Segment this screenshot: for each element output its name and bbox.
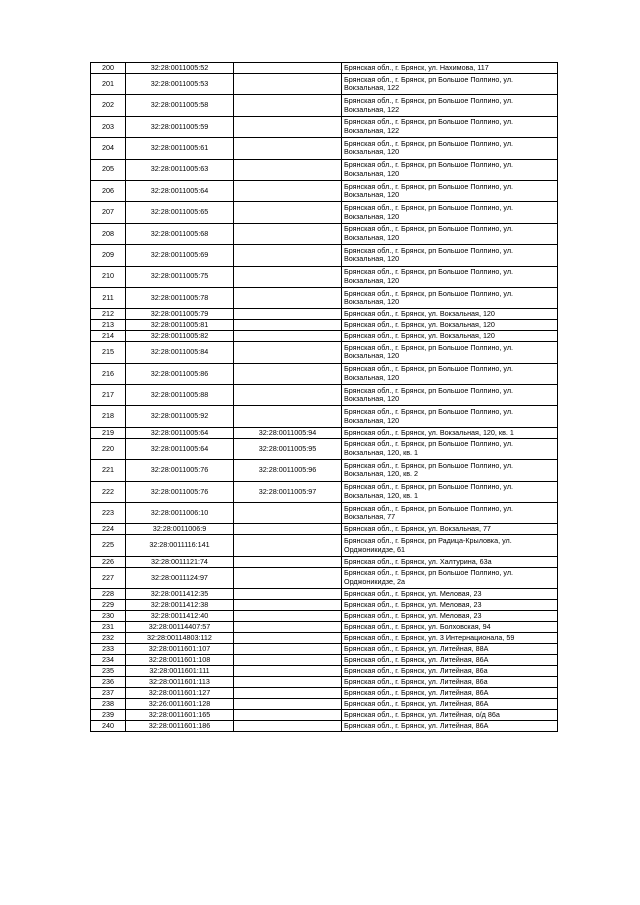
address-cell: Брянская обл., г. Брянск, рп Большое Полпино, ул. Вокзальная, 120 — [342, 245, 558, 266]
cadastral-number-cell: 32:28:0011005:75 — [126, 266, 234, 287]
cadastral-number-cell: 32:28:0011601:113 — [126, 677, 234, 688]
row-number-cell: 205 — [91, 159, 126, 180]
address-cell: Брянская обл., г. Брянск, рп Большое Полпино, ул. Вокзальная, 122 — [342, 74, 558, 95]
table-row — [91, 655, 558, 666]
row-number-cell: 233 — [91, 644, 126, 655]
cadastral-number-cell: 32:28:0011005:68 — [126, 223, 234, 244]
table-row — [91, 406, 558, 427]
secondary-cadastral-number-cell: 32:28:0011005:96 — [234, 460, 342, 481]
address-cell: Брянская обл., г. Брянск, рп Большое Полпино, ул. Вокзальная, 120 — [342, 159, 558, 180]
secondary-cadastral-number-cell — [234, 567, 342, 588]
cadastral-number-cell: 32:28:0011121:74 — [126, 556, 234, 567]
table-row — [91, 666, 558, 677]
row-number-cell: 236 — [91, 677, 126, 688]
table-body — [91, 63, 558, 732]
address-cell: Брянская обл., г. Брянск, ул. Нахимова, 117 — [342, 63, 558, 74]
table-row — [91, 363, 558, 384]
row-number-cell: 217 — [91, 385, 126, 406]
cadastral-number-cell: 32:28:0011006:10 — [126, 503, 234, 524]
row-number-cell: 239 — [91, 710, 126, 721]
secondary-cadastral-number-cell — [234, 699, 342, 710]
cadastral-number-cell: 32:28:0011601:127 — [126, 688, 234, 699]
secondary-cadastral-number-cell — [234, 223, 342, 244]
table-row — [91, 535, 558, 556]
table-row — [91, 633, 558, 644]
row-number-cell: 210 — [91, 266, 126, 287]
address-cell: Брянская обл., г. Брянск, ул. Литейная, 86а — [342, 677, 558, 688]
secondary-cadastral-number-cell — [234, 180, 342, 201]
table-row — [91, 320, 558, 331]
address-cell: Брянская обл., г. Брянск, ул. Литейная, 86А — [342, 655, 558, 666]
secondary-cadastral-number-cell — [234, 245, 342, 266]
row-number-cell: 211 — [91, 287, 126, 308]
secondary-cadastral-number-cell — [234, 611, 342, 622]
secondary-cadastral-number-cell — [234, 721, 342, 732]
table-row — [91, 611, 558, 622]
address-cell: Брянская обл., г. Брянск, ул. Вокзальная, 120 — [342, 309, 558, 320]
secondary-cadastral-number-cell — [234, 406, 342, 427]
row-number-cell: 222 — [91, 481, 126, 502]
address-cell: Брянская обл., г. Брянск, рп Большое Полпино, ул. Вокзальная, 120 — [342, 223, 558, 244]
table-row — [91, 556, 558, 567]
property-register-table — [90, 62, 558, 732]
table-row — [91, 342, 558, 363]
cadastral-number-cell: 32:28:0011005:53 — [126, 74, 234, 95]
address-cell: Брянская обл., г. Брянск, рп Большое Полпино, ул. Вокзальная, 77 — [342, 503, 558, 524]
row-number-cell: 227 — [91, 567, 126, 588]
secondary-cadastral-number-cell — [234, 666, 342, 677]
table-row — [91, 481, 558, 502]
table-row — [91, 688, 558, 699]
secondary-cadastral-number-cell — [234, 710, 342, 721]
row-number-cell: 240 — [91, 721, 126, 732]
address-cell: Брянская обл., г. Брянск, рп Большое Полпино, ул. Вокзальная, 120 — [342, 385, 558, 406]
row-number-cell: 223 — [91, 503, 126, 524]
secondary-cadastral-number-cell — [234, 622, 342, 633]
table-row — [91, 202, 558, 223]
row-number-cell: 213 — [91, 320, 126, 331]
cadastral-number-cell: 32:28:0011005:82 — [126, 331, 234, 342]
cadastral-number-cell: 32:26:0011601:128 — [126, 699, 234, 710]
cadastral-number-cell: 32:28:0011116:141 — [126, 535, 234, 556]
secondary-cadastral-number-cell — [234, 363, 342, 384]
cadastral-number-cell: 32:28:0011005:59 — [126, 116, 234, 137]
row-number-cell: 225 — [91, 535, 126, 556]
secondary-cadastral-number-cell — [234, 320, 342, 331]
row-number-cell: 208 — [91, 223, 126, 244]
cadastral-number-cell: 32:28:0011412:40 — [126, 611, 234, 622]
table-row — [91, 524, 558, 535]
cadastral-number-cell: 32:28:0011005:65 — [126, 202, 234, 223]
table-row — [91, 223, 558, 244]
cadastral-number-cell: 32:28:0011412:35 — [126, 589, 234, 600]
table-row — [91, 63, 558, 74]
table-row — [91, 427, 558, 438]
address-cell: Брянская обл., г. Брянск, ул. Вокзальная, 120, кв. 1 — [342, 427, 558, 438]
secondary-cadastral-number-cell — [234, 63, 342, 74]
cadastral-number-cell: 32:28:0011005:61 — [126, 138, 234, 159]
address-cell: Брянская обл., г. Брянск, ул. Литейная, 86А — [342, 699, 558, 710]
row-number-cell: 238 — [91, 699, 126, 710]
address-cell: Брянская обл., г. Брянск, ул. Литейная, 88А — [342, 644, 558, 655]
secondary-cadastral-number-cell — [234, 309, 342, 320]
address-cell: Брянская обл., г. Брянск, рп Большое Полпино, ул. Вокзальная, 120 — [342, 202, 558, 223]
address-cell: Брянская обл., г. Брянск, ул. Вокзальная, 120 — [342, 331, 558, 342]
table-row — [91, 74, 558, 95]
row-number-cell: 237 — [91, 688, 126, 699]
cadastral-number-cell: 32:28:00114803:112 — [126, 633, 234, 644]
secondary-cadastral-number-cell — [234, 287, 342, 308]
cadastral-number-cell: 32:28:0011601:107 — [126, 644, 234, 655]
address-cell: Брянская обл., г. Брянск, рп Большое Полпино, ул. Вокзальная, 120 — [342, 138, 558, 159]
cadastral-number-cell: 32:28:0011124:97 — [126, 567, 234, 588]
table-row — [91, 622, 558, 633]
row-number-cell: 232 — [91, 633, 126, 644]
row-number-cell: 216 — [91, 363, 126, 384]
cadastral-number-cell: 32:28:0011005:76 — [126, 481, 234, 502]
cadastral-number-cell: 32:28:0011005:86 — [126, 363, 234, 384]
row-number-cell: 202 — [91, 95, 126, 116]
table-row — [91, 699, 558, 710]
cadastral-number-cell: 32:28:0011005:69 — [126, 245, 234, 266]
table-row — [91, 589, 558, 600]
row-number-cell: 218 — [91, 406, 126, 427]
cadastral-number-cell: 32:28:0011005:64 — [126, 180, 234, 201]
cadastral-number-cell: 32:28:00114407:57 — [126, 622, 234, 633]
secondary-cadastral-number-cell — [234, 159, 342, 180]
table-row — [91, 159, 558, 180]
cadastral-number-cell: 32:28:0011006:9 — [126, 524, 234, 535]
address-cell: Брянская обл., г. Брянск, ул. Халтурина, 63а — [342, 556, 558, 567]
secondary-cadastral-number-cell — [234, 556, 342, 567]
cadastral-number-cell: 32:28:0011601:186 — [126, 721, 234, 732]
secondary-cadastral-number-cell — [234, 589, 342, 600]
table-row — [91, 245, 558, 266]
row-number-cell: 201 — [91, 74, 126, 95]
row-number-cell: 219 — [91, 427, 126, 438]
row-number-cell: 209 — [91, 245, 126, 266]
secondary-cadastral-number-cell — [234, 95, 342, 116]
secondary-cadastral-number-cell — [234, 655, 342, 666]
row-number-cell: 206 — [91, 180, 126, 201]
address-cell: Брянская обл., г. Брянск, рп Большое Полпино, ул. Вокзальная, 122 — [342, 116, 558, 137]
table-row — [91, 721, 558, 732]
address-cell: Брянская обл., г. Брянск, ул. Меловая, 23 — [342, 611, 558, 622]
table-row — [91, 138, 558, 159]
address-cell: Брянская обл., г. Брянск, рп Большое Полпино, ул. Вокзальная, 120 — [342, 342, 558, 363]
table-row — [91, 677, 558, 688]
row-number-cell: 214 — [91, 331, 126, 342]
table-row — [91, 460, 558, 481]
row-number-cell: 226 — [91, 556, 126, 567]
secondary-cadastral-number-cell — [234, 266, 342, 287]
row-number-cell: 228 — [91, 589, 126, 600]
secondary-cadastral-number-cell — [234, 535, 342, 556]
secondary-cadastral-number-cell — [234, 202, 342, 223]
cadastral-number-cell: 32:28:0011601:165 — [126, 710, 234, 721]
secondary-cadastral-number-cell — [234, 688, 342, 699]
secondary-cadastral-number-cell — [234, 342, 342, 363]
address-cell: Брянская обл., г. Брянск, рп Большое Полпино, ул. Вокзальная, 120 — [342, 363, 558, 384]
address-cell: Брянская обл., г. Брянск, рп Большое Полпино, ул. Вокзальная, 122 — [342, 95, 558, 116]
secondary-cadastral-number-cell — [234, 677, 342, 688]
cadastral-number-cell: 32:28:0011005:64 — [126, 438, 234, 459]
row-number-cell: 224 — [91, 524, 126, 535]
address-cell: Брянская обл., г. Брянск, ул. Литейная, 86А — [342, 688, 558, 699]
table-row — [91, 309, 558, 320]
table-row — [91, 438, 558, 459]
table-row — [91, 180, 558, 201]
row-number-cell: 231 — [91, 622, 126, 633]
address-cell: Брянская обл., г. Брянск, рп Большое Полпино, ул. Вокзальная, 120, кв. 2 — [342, 460, 558, 481]
address-cell: Брянская обл., г. Брянск, ул. Вокзальная, 120 — [342, 320, 558, 331]
row-number-cell: 212 — [91, 309, 126, 320]
cadastral-number-cell: 32:28:0011005:79 — [126, 309, 234, 320]
cadastral-number-cell: 32:28:0011005:63 — [126, 159, 234, 180]
address-cell: Брянская обл., г. Брянск, ул. Литейная, 86А — [342, 721, 558, 732]
secondary-cadastral-number-cell — [234, 331, 342, 342]
row-number-cell: 215 — [91, 342, 126, 363]
table-row — [91, 644, 558, 655]
row-number-cell: 204 — [91, 138, 126, 159]
address-cell: Брянская обл., г. Брянск, ул. Болховская, 94 — [342, 622, 558, 633]
row-number-cell: 235 — [91, 666, 126, 677]
cadastral-number-cell: 32:28:0011005:52 — [126, 63, 234, 74]
address-cell: Брянская обл., г. Брянск, ул. 3 Интернационала, 59 — [342, 633, 558, 644]
address-cell: Брянская обл., г. Брянск, рп Большое Полпино, ул. Вокзальная, 120, кв. 1 — [342, 481, 558, 502]
cadastral-number-cell: 32:28:0011005:58 — [126, 95, 234, 116]
address-cell: Брянская обл., г. Брянск, ул. Литейная, о/д 86а — [342, 710, 558, 721]
address-cell: Брянская обл., г. Брянск, рп Большое Полпино, ул. Вокзальная, 120 — [342, 266, 558, 287]
table-row — [91, 567, 558, 588]
table-row — [91, 503, 558, 524]
secondary-cadastral-number-cell: 32:28:0011005:94 — [234, 427, 342, 438]
secondary-cadastral-number-cell — [234, 644, 342, 655]
cadastral-number-cell: 32:28:0011005:92 — [126, 406, 234, 427]
address-cell: Брянская обл., г. Брянск, рп Большое Полпино, ул. Вокзальная, 120, кв. 1 — [342, 438, 558, 459]
row-number-cell: 221 — [91, 460, 126, 481]
secondary-cadastral-number-cell — [234, 138, 342, 159]
address-cell: Брянская обл., г. Брянск, ул. Меловая, 23 — [342, 589, 558, 600]
table-row — [91, 287, 558, 308]
secondary-cadastral-number-cell: 32:28:0011005:95 — [234, 438, 342, 459]
address-cell: Брянская обл., г. Брянск, ул. Литейная, 86а — [342, 666, 558, 677]
row-number-cell: 229 — [91, 600, 126, 611]
address-cell: Брянская обл., г. Брянск, ул. Вокзальная, 77 — [342, 524, 558, 535]
table-row — [91, 600, 558, 611]
row-number-cell: 207 — [91, 202, 126, 223]
cadastral-number-cell: 32:28:0011005:64 — [126, 427, 234, 438]
address-cell: Брянская обл., г. Брянск, рп Большое Полпино, ул. Орджоникидзе, 2а — [342, 567, 558, 588]
address-cell: Брянская обл., г. Брянск, ул. Меловая, 23 — [342, 600, 558, 611]
address-cell: Брянская обл., г. Брянск, рп Большое Полпино, ул. Вокзальная, 120 — [342, 180, 558, 201]
cadastral-number-cell: 32:28:0011601:111 — [126, 666, 234, 677]
table-row — [91, 116, 558, 137]
secondary-cadastral-number-cell — [234, 600, 342, 611]
cadastral-number-cell: 32:28:0011601:108 — [126, 655, 234, 666]
secondary-cadastral-number-cell — [234, 116, 342, 137]
row-number-cell: 220 — [91, 438, 126, 459]
secondary-cadastral-number-cell: 32:28:0011005:97 — [234, 481, 342, 502]
row-number-cell: 203 — [91, 116, 126, 137]
table-row — [91, 710, 558, 721]
row-number-cell: 200 — [91, 63, 126, 74]
table-row — [91, 331, 558, 342]
cadastral-number-cell: 32:28:0011005:78 — [126, 287, 234, 308]
address-cell: Брянская обл., г. Брянск, рп Радица-Крыловка, ул. Орджоникидзе, 61 — [342, 535, 558, 556]
cadastral-number-cell: 32:28:0011005:76 — [126, 460, 234, 481]
cadastral-number-cell: 32:28:0011005:88 — [126, 385, 234, 406]
row-number-cell: 230 — [91, 611, 126, 622]
secondary-cadastral-number-cell — [234, 633, 342, 644]
secondary-cadastral-number-cell — [234, 385, 342, 406]
address-cell: Брянская обл., г. Брянск, рп Большое Полпино, ул. Вокзальная, 120 — [342, 406, 558, 427]
address-cell: Брянская обл., г. Брянск, рп Большое Полпино, ул. Вокзальная, 120 — [342, 287, 558, 308]
table-row — [91, 385, 558, 406]
row-number-cell: 234 — [91, 655, 126, 666]
table-row — [91, 95, 558, 116]
cadastral-number-cell: 32:28:0011005:81 — [126, 320, 234, 331]
secondary-cadastral-number-cell — [234, 74, 342, 95]
cadastral-number-cell: 32:28:0011005:84 — [126, 342, 234, 363]
secondary-cadastral-number-cell — [234, 503, 342, 524]
table-row — [91, 266, 558, 287]
cadastral-number-cell: 32:28:0011412:38 — [126, 600, 234, 611]
secondary-cadastral-number-cell — [234, 524, 342, 535]
